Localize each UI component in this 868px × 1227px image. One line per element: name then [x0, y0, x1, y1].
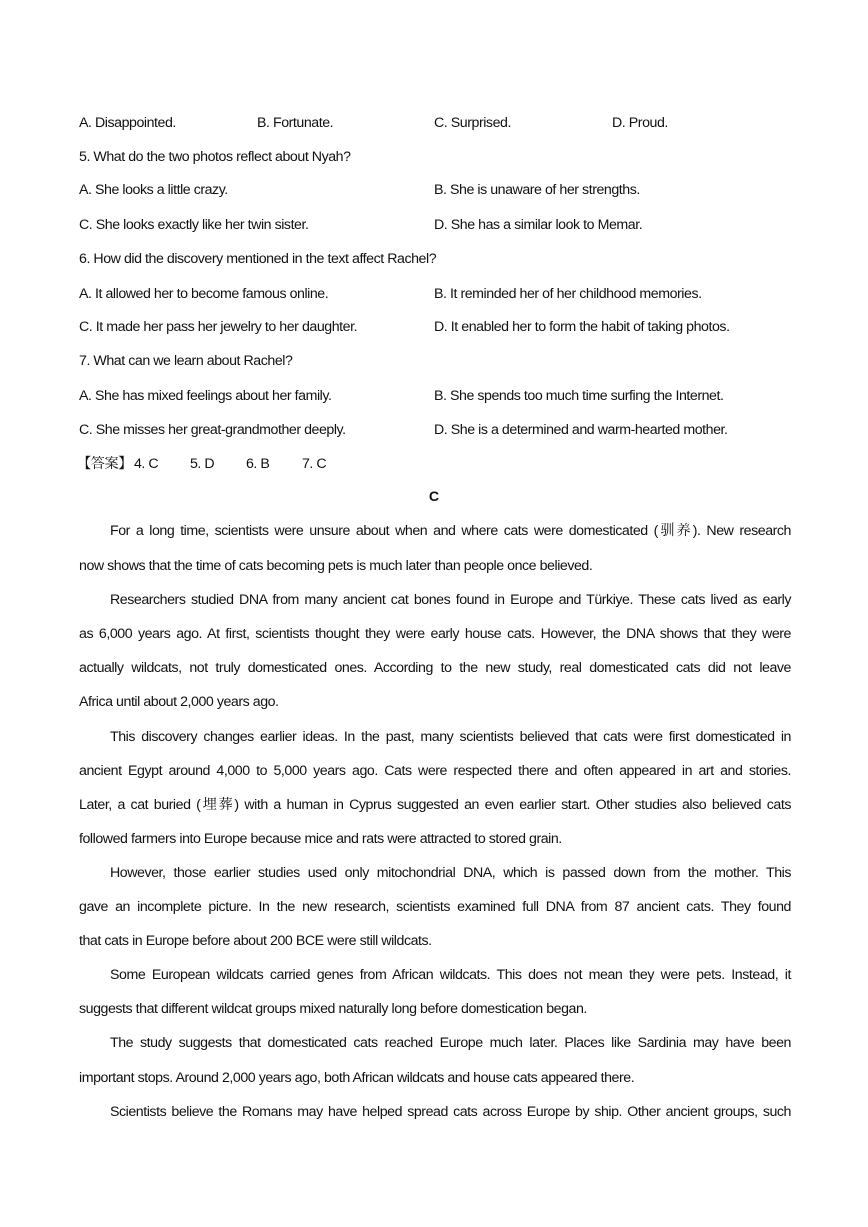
q5-option-b: B. She is unaware of her strengths.	[434, 182, 640, 198]
passage-line: However, those earlier studies used only mitochondrial DNA, which is passed down from the mother. This	[110, 865, 791, 881]
answer-item: 6. B	[245, 456, 270, 472]
q6-option-a: A. It allowed her to become famous online.	[79, 286, 329, 302]
passage-line: suggests that different wildcat groups mixed naturally long before domestication began.	[79, 1001, 587, 1017]
passage-line: For a long time, scientists were unsure about when and where cats were domesticated (驯养). New research	[110, 523, 791, 539]
passage-line: now shows that the time of cats becoming pets is much later than people once believed.	[79, 558, 593, 574]
q5-option-c: C. She looks exactly like her twin sister.	[79, 217, 309, 233]
q5-stem: 5. What do the two photos reflect about Nyah?	[79, 149, 351, 165]
passage-line: Africa until about 2,000 years ago.	[79, 694, 279, 710]
passage-line: that cats in Europe before about 200 BCE were still wildcats.	[79, 933, 432, 949]
answer-item: 7. C	[301, 456, 327, 472]
q5-option-d: D. She has a similar look to Memar.	[434, 217, 643, 233]
section-heading: C	[428, 489, 440, 505]
q4-option-c: C. Surprised.	[434, 115, 511, 131]
answer-label: 【答案】	[77, 456, 132, 472]
passage-line: Later, a cat buried (埋葬) with a human in Cyprus suggested an even earlier start. Other studies also believed cats	[79, 797, 791, 813]
q4-option-a: A. Disappointed.	[79, 115, 176, 131]
passage-line: The study suggests that domesticated cats reached Europe much later. Places like Sardinia may have been	[110, 1035, 791, 1051]
passage-line: This discovery changes earlier ideas. In the past, many scientists believed that cats were first domesticated in	[110, 729, 791, 745]
q6-option-b: B. It reminded her of her childhood memories.	[434, 286, 702, 302]
q4-option-d: D. Proud.	[612, 115, 668, 131]
passage-line: Some European wildcats carried genes from African wildcats. This does not mean they were pets. Instead, it	[110, 967, 791, 983]
q7-option-c: C. She misses her great-grandmother deeply.	[79, 422, 346, 438]
q4-option-b: B. Fortunate.	[257, 115, 334, 131]
passage-line: actually wildcats, not truly domesticated ones. According to the new study, real domesticated cats did not leave	[79, 660, 791, 676]
q6-stem: 6. How did the discovery mentioned in the text affect Rachel?	[79, 251, 437, 267]
passage-line: as 6,000 years ago. At first, scientists thought they were early house cats. However, the DNA shows that they were	[79, 626, 791, 642]
q7-option-b: B. She spends too much time surfing the Internet.	[434, 388, 724, 404]
passage-line: ancient Egypt around 4,000 to 5,000 years ago. Cats were respected there and often appeared in art and stories.	[79, 763, 791, 779]
q7-option-d: D. She is a determined and warm-hearted mother.	[434, 422, 728, 438]
q7-stem: 7. What can we learn about Rachel?	[79, 353, 293, 369]
passage-line: important stops. Around 2,000 years ago, both African wildcats and house cats appeared there.	[79, 1070, 635, 1086]
answer-key	[77, 454, 789, 474]
passage-line: gave an incomplete picture. In the new research, scientists examined full DNA from 87 ancient cats. They found	[79, 899, 791, 915]
answer-item: 5. D	[189, 456, 215, 472]
q6-option-c: C. It made her pass her jewelry to her daughter.	[79, 319, 358, 335]
passage-line: Scientists believe the Romans may have helped spread cats across Europe by ship. Other ancient groups, such	[110, 1104, 791, 1120]
q7-option-a: A. She has mixed feelings about her family.	[79, 388, 332, 404]
q6-option-d: D. It enabled her to form the habit of taking photos.	[434, 319, 730, 335]
passage-line: followed farmers into Europe because mice and rats were attracted to stored grain.	[79, 831, 562, 847]
answer-item: 4. C	[133, 456, 159, 472]
passage-line: Researchers studied DNA from many ancient cat bones found in Europe and Türkiye. These cats lived as early	[110, 592, 791, 608]
q5-option-a: A. She looks a little crazy.	[79, 182, 228, 198]
